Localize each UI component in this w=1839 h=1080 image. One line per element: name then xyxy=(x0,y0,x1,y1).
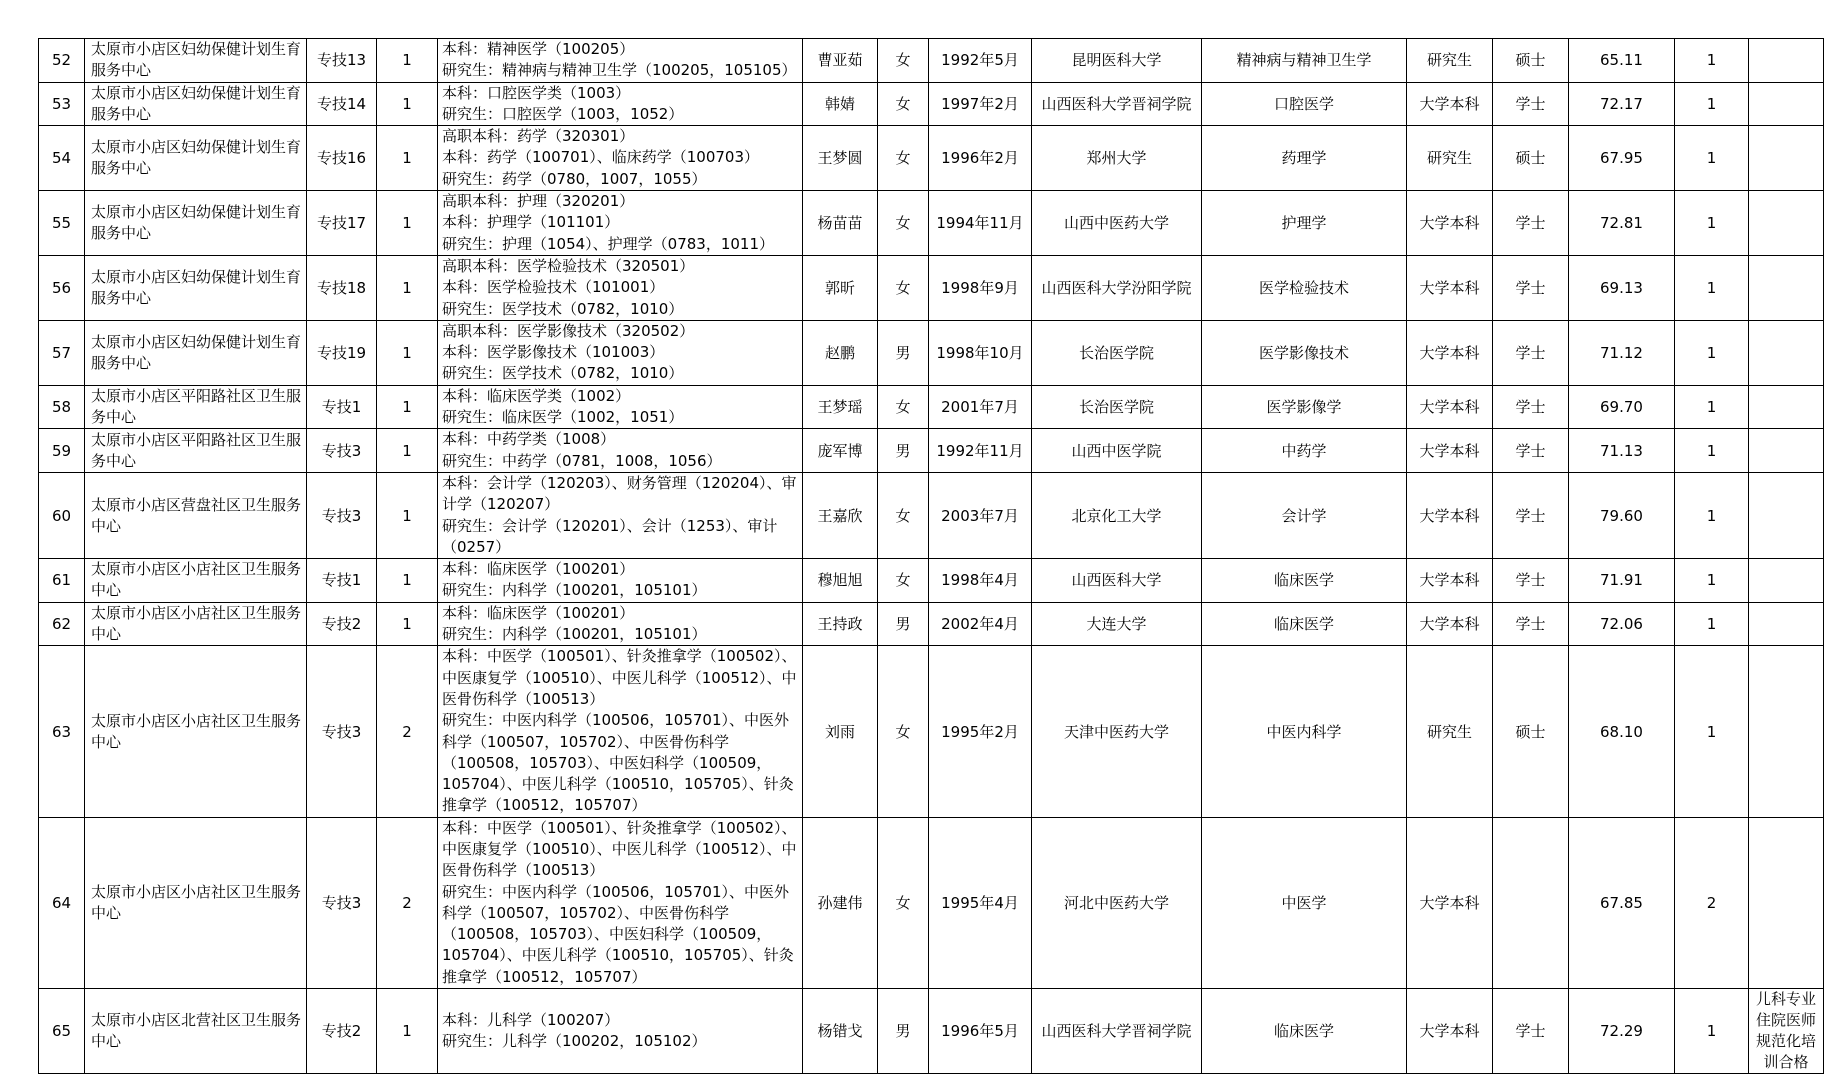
unit-name: 太原市小店区平阳路社区卫生服务中心 xyxy=(85,385,307,429)
unit-name: 太原市小店区妇幼保健计划生育服务中心 xyxy=(85,320,307,385)
unit-name: 太原市小店区营盘社区卫生服务中心 xyxy=(85,472,307,558)
graduate-school: 山西中医学院 xyxy=(1032,429,1202,473)
graduate-school: 山西医科大学晋祠学院 xyxy=(1032,989,1202,1074)
rank: 2 xyxy=(1675,817,1749,988)
gender: 女 xyxy=(878,817,929,988)
row-number: 56 xyxy=(39,255,85,320)
hire-count: 1 xyxy=(377,559,438,603)
degree: 学士 xyxy=(1493,82,1569,126)
unit-name: 太原市小店区小店社区卫生服务中心 xyxy=(85,646,307,817)
gender: 女 xyxy=(878,472,929,558)
candidate-name: 王梦圆 xyxy=(803,126,878,191)
total-score: 67.85 xyxy=(1569,817,1675,988)
degree: 学士 xyxy=(1493,385,1569,429)
major: 医学影像学 xyxy=(1202,385,1407,429)
education: 研究生 xyxy=(1407,39,1493,83)
row-number: 59 xyxy=(39,429,85,473)
graduate-school: 昆明医科大学 xyxy=(1032,39,1202,83)
post-code: 专技18 xyxy=(307,255,377,320)
graduate-school: 长治医学院 xyxy=(1032,320,1202,385)
education: 大学本科 xyxy=(1407,472,1493,558)
degree: 学士 xyxy=(1493,429,1569,473)
degree xyxy=(1493,817,1569,988)
birth-date: 1992年5月 xyxy=(929,39,1032,83)
major-requirement: 本科：儿科学（100207） 研究生：儿科学（100202，105102） xyxy=(438,989,803,1074)
table-row xyxy=(39,602,1824,646)
candidate-name: 郭昕 xyxy=(803,255,878,320)
candidate-name: 王持政 xyxy=(803,602,878,646)
gender: 男 xyxy=(878,429,929,473)
candidate-name: 杨苗苗 xyxy=(803,191,878,256)
education: 大学本科 xyxy=(1407,602,1493,646)
table-row xyxy=(39,39,1824,83)
education: 研究生 xyxy=(1407,126,1493,191)
row-number: 64 xyxy=(39,817,85,988)
remark xyxy=(1749,472,1824,558)
total-score: 72.81 xyxy=(1569,191,1675,256)
major: 中医学 xyxy=(1202,817,1407,988)
rank: 1 xyxy=(1675,385,1749,429)
row-number: 62 xyxy=(39,602,85,646)
row-number: 54 xyxy=(39,126,85,191)
remark xyxy=(1749,255,1824,320)
education: 大学本科 xyxy=(1407,191,1493,256)
remark xyxy=(1749,191,1824,256)
unit-name: 太原市小店区北营社区卫生服务中心 xyxy=(85,989,307,1074)
hire-count: 1 xyxy=(377,320,438,385)
total-score: 67.95 xyxy=(1569,126,1675,191)
graduate-school: 山西医科大学汾阳学院 xyxy=(1032,255,1202,320)
row-number: 52 xyxy=(39,39,85,83)
graduate-school: 天津中医药大学 xyxy=(1032,646,1202,817)
degree: 学士 xyxy=(1493,989,1569,1074)
hire-count: 1 xyxy=(377,39,438,83)
birth-date: 1998年10月 xyxy=(929,320,1032,385)
remark xyxy=(1749,385,1824,429)
gender: 女 xyxy=(878,255,929,320)
degree: 学士 xyxy=(1493,559,1569,603)
candidate-name: 王嘉欣 xyxy=(803,472,878,558)
candidate-name: 赵鹏 xyxy=(803,320,878,385)
table-row xyxy=(39,126,1824,191)
major: 医学检验技术 xyxy=(1202,255,1407,320)
graduate-school: 河北中医药大学 xyxy=(1032,817,1202,988)
rank: 1 xyxy=(1675,39,1749,83)
birth-date: 1994年11月 xyxy=(929,191,1032,256)
rank: 1 xyxy=(1675,126,1749,191)
education: 大学本科 xyxy=(1407,559,1493,603)
total-score: 68.10 xyxy=(1569,646,1675,817)
table-row xyxy=(39,255,1824,320)
education: 大学本科 xyxy=(1407,255,1493,320)
row-number: 60 xyxy=(39,472,85,558)
birth-date: 1995年2月 xyxy=(929,646,1032,817)
rank: 1 xyxy=(1675,191,1749,256)
row-number: 58 xyxy=(39,385,85,429)
birth-date: 2003年7月 xyxy=(929,472,1032,558)
hire-count: 1 xyxy=(377,429,438,473)
gender: 女 xyxy=(878,559,929,603)
major: 护理学 xyxy=(1202,191,1407,256)
major-requirement: 高职本科：药学（320301） 本科：药学（100701）、临床药学（100703） 研究生：药学（0780，1007，1055） xyxy=(438,126,803,191)
degree: 学士 xyxy=(1493,255,1569,320)
post-code: 专技2 xyxy=(307,989,377,1074)
graduate-school: 山西医科大学 xyxy=(1032,559,1202,603)
major-requirement: 本科：中药学类（1008） 研究生：中药学（0781，1008，1056） xyxy=(438,429,803,473)
remark xyxy=(1749,602,1824,646)
degree: 学士 xyxy=(1493,472,1569,558)
candidate-name: 庞军博 xyxy=(803,429,878,473)
gender: 女 xyxy=(878,126,929,191)
graduate-school: 大连大学 xyxy=(1032,602,1202,646)
graduate-school: 山西中医药大学 xyxy=(1032,191,1202,256)
post-code: 专技1 xyxy=(307,559,377,603)
total-score: 71.12 xyxy=(1569,320,1675,385)
post-code: 专技14 xyxy=(307,82,377,126)
unit-name: 太原市小店区小店社区卫生服务中心 xyxy=(85,559,307,603)
row-number: 53 xyxy=(39,82,85,126)
post-code: 专技3 xyxy=(307,472,377,558)
major-requirement: 本科：精神医学（100205） 研究生：精神病与精神卫生学（100205，105105） xyxy=(438,39,803,83)
major-requirement: 本科：临床医学（100201） 研究生：内科学（100201，105101） xyxy=(438,602,803,646)
gender: 女 xyxy=(878,385,929,429)
degree: 学士 xyxy=(1493,191,1569,256)
table-row xyxy=(39,559,1824,603)
remark xyxy=(1749,646,1824,817)
major: 口腔医学 xyxy=(1202,82,1407,126)
degree: 硕士 xyxy=(1493,39,1569,83)
hire-count: 1 xyxy=(377,989,438,1074)
remark xyxy=(1749,39,1824,83)
row-number: 55 xyxy=(39,191,85,256)
major: 临床医学 xyxy=(1202,602,1407,646)
major: 临床医学 xyxy=(1202,559,1407,603)
table-row xyxy=(39,320,1824,385)
rank: 1 xyxy=(1675,320,1749,385)
birth-date: 1997年2月 xyxy=(929,82,1032,126)
major-requirement: 高职本科：护理（320201） 本科：护理学（101101） 研究生：护理（1054）、护理学（0783，1011） xyxy=(438,191,803,256)
table-row xyxy=(39,82,1824,126)
remark xyxy=(1749,429,1824,473)
rank: 1 xyxy=(1675,559,1749,603)
remark xyxy=(1749,559,1824,603)
hire-count: 1 xyxy=(377,255,438,320)
birth-date: 1996年5月 xyxy=(929,989,1032,1074)
candidate-name: 孙建伟 xyxy=(803,817,878,988)
table-row xyxy=(39,989,1824,1074)
birth-date: 1995年4月 xyxy=(929,817,1032,988)
candidate-name: 王梦瑶 xyxy=(803,385,878,429)
birth-date: 2002年4月 xyxy=(929,602,1032,646)
gender: 男 xyxy=(878,320,929,385)
row-number: 61 xyxy=(39,559,85,603)
education: 大学本科 xyxy=(1407,82,1493,126)
education: 大学本科 xyxy=(1407,989,1493,1074)
education: 大学本科 xyxy=(1407,817,1493,988)
total-score: 72.17 xyxy=(1569,82,1675,126)
remark xyxy=(1749,82,1824,126)
total-score: 72.06 xyxy=(1569,602,1675,646)
remark xyxy=(1749,320,1824,385)
total-score: 71.13 xyxy=(1569,429,1675,473)
total-score: 71.91 xyxy=(1569,559,1675,603)
results-table xyxy=(38,38,1824,1074)
major-requirement: 本科：中医学（100501）、针灸推拿学（100502）、中医康复学（100510）、中医儿科学（100512）、中医骨伤科学（100513） 研究生：中医内科学（100506，105701）、中医外科学（100507，105702）、中医骨伤科学（100508，105703）、中医妇科学（100509，105704）、中医儿科学（100510，105705）、针灸推拿学（100512，105707） xyxy=(438,817,803,988)
total-score: 65.11 xyxy=(1569,39,1675,83)
post-code: 专技13 xyxy=(307,39,377,83)
gender: 女 xyxy=(878,646,929,817)
table-row xyxy=(39,817,1824,988)
hire-count: 1 xyxy=(377,82,438,126)
graduate-school: 山西医科大学晋祠学院 xyxy=(1032,82,1202,126)
rank: 1 xyxy=(1675,82,1749,126)
degree: 学士 xyxy=(1493,602,1569,646)
graduate-school: 北京化工大学 xyxy=(1032,472,1202,558)
total-score: 69.70 xyxy=(1569,385,1675,429)
gender: 男 xyxy=(878,989,929,1074)
post-code: 专技17 xyxy=(307,191,377,256)
rank: 1 xyxy=(1675,472,1749,558)
gender: 女 xyxy=(878,82,929,126)
major-requirement: 本科：临床医学（100201） 研究生：内科学（100201，105101） xyxy=(438,559,803,603)
rank: 1 xyxy=(1675,989,1749,1074)
candidate-name: 穆旭旭 xyxy=(803,559,878,603)
education: 大学本科 xyxy=(1407,320,1493,385)
major: 精神病与精神卫生学 xyxy=(1202,39,1407,83)
major-requirement: 本科：会计学（120203）、财务管理（120204）、审计学（120207） 研究生：会计学（120201）、会计（1253）、审计（0257） xyxy=(438,472,803,558)
major-requirement: 高职本科：医学影像技术（320502） 本科：医学影像技术（101003） 研究生：医学技术（0782，1010） xyxy=(438,320,803,385)
degree: 学士 xyxy=(1493,320,1569,385)
hire-count: 1 xyxy=(377,191,438,256)
remark xyxy=(1749,817,1824,988)
rank: 1 xyxy=(1675,429,1749,473)
major: 会计学 xyxy=(1202,472,1407,558)
row-number: 57 xyxy=(39,320,85,385)
unit-name: 太原市小店区妇幼保健计划生育服务中心 xyxy=(85,191,307,256)
major-requirement: 本科：中医学（100501）、针灸推拿学（100502）、中医康复学（100510）、中医儿科学（100512）、中医骨伤科学（100513） 研究生：中医内科学（100506，105701）、中医外科学（100507，105702）、中医骨伤科学（100508，105703）、中医妇科学（100509，105704）、中医儿科学（100510，105705）、针灸推拿学（100512，105707） xyxy=(438,646,803,817)
remark xyxy=(1749,126,1824,191)
candidate-name: 刘雨 xyxy=(803,646,878,817)
hire-count: 1 xyxy=(377,602,438,646)
row-number: 63 xyxy=(39,646,85,817)
total-score: 69.13 xyxy=(1569,255,1675,320)
birth-date: 1998年4月 xyxy=(929,559,1032,603)
hire-count: 1 xyxy=(377,472,438,558)
post-code: 专技3 xyxy=(307,646,377,817)
birth-date: 2001年7月 xyxy=(929,385,1032,429)
degree: 硕士 xyxy=(1493,646,1569,817)
unit-name: 太原市小店区平阳路社区卫生服务中心 xyxy=(85,429,307,473)
major: 药理学 xyxy=(1202,126,1407,191)
table-row xyxy=(39,429,1824,473)
hire-count: 1 xyxy=(377,126,438,191)
rank: 1 xyxy=(1675,646,1749,817)
unit-name: 太原市小店区妇幼保健计划生育服务中心 xyxy=(85,39,307,83)
table-row xyxy=(39,191,1824,256)
candidate-name: 曹亚茹 xyxy=(803,39,878,83)
rank: 1 xyxy=(1675,602,1749,646)
unit-name: 太原市小店区小店社区卫生服务中心 xyxy=(85,602,307,646)
rank: 1 xyxy=(1675,255,1749,320)
unit-name: 太原市小店区妇幼保健计划生育服务中心 xyxy=(85,126,307,191)
total-score: 79.60 xyxy=(1569,472,1675,558)
birth-date: 1998年9月 xyxy=(929,255,1032,320)
row-number: 65 xyxy=(39,989,85,1074)
post-code: 专技19 xyxy=(307,320,377,385)
major: 中药学 xyxy=(1202,429,1407,473)
post-code: 专技16 xyxy=(307,126,377,191)
graduate-school: 郑州大学 xyxy=(1032,126,1202,191)
hire-count: 2 xyxy=(377,817,438,988)
hire-count: 2 xyxy=(377,646,438,817)
major: 中医内科学 xyxy=(1202,646,1407,817)
graduate-school: 长治医学院 xyxy=(1032,385,1202,429)
gender: 女 xyxy=(878,191,929,256)
major-requirement: 本科：口腔医学类（1003） 研究生：口腔医学（1003，1052） xyxy=(438,82,803,126)
table-row xyxy=(39,385,1824,429)
post-code: 专技1 xyxy=(307,385,377,429)
unit-name: 太原市小店区妇幼保健计划生育服务中心 xyxy=(85,255,307,320)
total-score: 72.29 xyxy=(1569,989,1675,1074)
major-requirement: 高职本科：医学检验技术（320501） 本科：医学检验技术（101001） 研究生：医学技术（0782，1010） xyxy=(438,255,803,320)
major: 临床医学 xyxy=(1202,989,1407,1074)
candidate-name: 韩婧 xyxy=(803,82,878,126)
table-row xyxy=(39,472,1824,558)
unit-name: 太原市小店区妇幼保健计划生育服务中心 xyxy=(85,82,307,126)
major: 医学影像技术 xyxy=(1202,320,1407,385)
education: 大学本科 xyxy=(1407,429,1493,473)
birth-date: 1992年11月 xyxy=(929,429,1032,473)
post-code: 专技3 xyxy=(307,817,377,988)
major-requirement: 本科：临床医学类（1002） 研究生：临床医学（1002，1051） xyxy=(438,385,803,429)
education: 研究生 xyxy=(1407,646,1493,817)
gender: 男 xyxy=(878,602,929,646)
gender: 女 xyxy=(878,39,929,83)
birth-date: 1996年2月 xyxy=(929,126,1032,191)
education: 大学本科 xyxy=(1407,385,1493,429)
remark: 儿科专业住院医师规范化培训合格 xyxy=(1749,989,1824,1074)
hire-count: 1 xyxy=(377,385,438,429)
post-code: 专技2 xyxy=(307,602,377,646)
table-row xyxy=(39,646,1824,817)
unit-name: 太原市小店区小店社区卫生服务中心 xyxy=(85,817,307,988)
post-code: 专技3 xyxy=(307,429,377,473)
degree: 硕士 xyxy=(1493,126,1569,191)
candidate-name: 杨错戈 xyxy=(803,989,878,1074)
